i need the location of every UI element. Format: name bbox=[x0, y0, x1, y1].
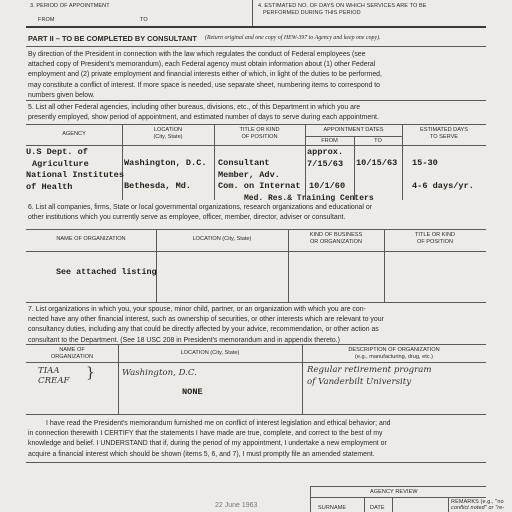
s5-to-1: 10/15/63 bbox=[356, 158, 398, 168]
brace-mark: } bbox=[86, 365, 95, 381]
s5-header-dates: APPOINTMENT DATES bbox=[323, 127, 384, 133]
s5-from-values: approx. 7/15/63 bbox=[307, 147, 344, 169]
s5-header-location: LOCATION (City, State) bbox=[153, 127, 183, 140]
part2-intro: By direction of the President in connection with the law which regulates the conduct of Federal employees (see attached copy of President's memorandum), each Federal agency must obtain information about (1) other Federal employment and (2) private employment and financial interests either of which, in light of the duties to be performed, may constitute a conflict of interest. If more space is needed, use separate sheet, numbering items to correspond to numbers given below. bbox=[28, 51, 382, 99]
s7-header-location: LOCATION (City, State) bbox=[180, 350, 240, 356]
part2-title: PART II – TO BE COMPLETED BY CONSULTANT bbox=[28, 34, 197, 43]
section5-text: 5. List all other Federal agencies, including other bureaus, divisions, etc., of this Department in which you are presently employed, show period of appointment, and estimated number of days to serve during each appointment. bbox=[28, 104, 379, 122]
s5-est-2: 4-6 days/yr. bbox=[412, 181, 474, 191]
to-label: TO bbox=[140, 17, 148, 23]
s5-header-to: TO bbox=[374, 138, 382, 144]
s5-from-2: 10/1/60 bbox=[309, 181, 346, 191]
s7-none: NONE bbox=[182, 387, 203, 397]
s6-header-location: LOCATION (City, State) bbox=[192, 236, 252, 242]
part2-note: (Return original and one copy of HEW-397 to Agency and keep one copy). bbox=[205, 35, 381, 41]
review-date-header: DATE bbox=[370, 505, 385, 511]
s5-location-1: Washington, D.C. bbox=[124, 158, 207, 168]
s5-location-2: Bethesda, Md. bbox=[124, 181, 192, 191]
s7-header-name: NAME OF ORGANIZATION bbox=[50, 347, 94, 360]
s7-handwritten-description: Regular retirement program of Vanderbilt University bbox=[307, 365, 432, 387]
s5-title-values: Consultant Member, Adv. Com. on Internat bbox=[218, 158, 301, 191]
date-stamp: 22 June 1963 bbox=[215, 502, 258, 509]
section6-text: 6. List all companies, firms, State or local governmental organizations, research organizations and educational or other institutions which you currently serve as employee, officer, member, director, adviser or consultant. bbox=[28, 204, 372, 222]
s7-handwritten-name: TIAA CREAF bbox=[38, 366, 70, 386]
s7-header-description: DESCRIPTION OF ORGANIZATION (e.g., manufacturing, drug, etc.) bbox=[348, 347, 440, 360]
s5-agency-values: U.S Dept. of Agriculture National Institutes of Health bbox=[26, 147, 124, 192]
s5-header-estimated: ESTIMATED DAYS TO SERVE bbox=[420, 127, 468, 140]
review-surname-header: SURNAME bbox=[318, 505, 347, 511]
s5-header-title: TITLE OR KIND OF POSITION bbox=[239, 127, 280, 140]
period-of-appointment-label: 3. PERIOD OF APPOINTMENT bbox=[30, 3, 110, 9]
review-remarks-header: REMARKS (e.g., "no conflict noted" or "re- bbox=[451, 499, 505, 511]
s5-header-from: FROM bbox=[321, 138, 338, 144]
from-label: FROM bbox=[38, 17, 55, 23]
certification-text: I have read the President's memorandum furnished me on conflict of interest legislation and ethical behavior; and in connection therewith I CERTIFY that the statements I have made are true, complete, and correct to the best of my knowledge and belief. I UNDERSTAND that if, during the period of my appointment, I undertake a new employment or acquire a financial interest which should be shown (items 5, 6, and 7), I must promptly file an amended statement. bbox=[28, 420, 391, 458]
section7-text: 7. List organizations in which you, your spouse, minor child, partner, or an organization with which you are con- nected have any other financial interest, such as ownership of securities, or other interests which are relevant to your consultancy duties, including any that could be directly affected by your advice, recommendation, or other action as consultant to the Department. (See 18 USC 208 in President's memorandum and in appendix thereto.) bbox=[28, 306, 384, 344]
s6-header-kind: KIND OF BUSINESS OR ORGANIZATION bbox=[309, 232, 363, 245]
s6-entry: See attached listing bbox=[56, 267, 157, 277]
estimated-days-label-1: 4. ESTIMATED NO. OF DAYS ON WHICH SERVICES ARE TO BE bbox=[258, 3, 427, 9]
s5-est-1: 15-30 bbox=[412, 158, 438, 168]
estimated-days-label-2: PERFORMED DURING THIS PERIOD bbox=[263, 10, 361, 16]
s7-handwritten-location: Washington, D.C. bbox=[122, 368, 197, 378]
s6-header-title: TITLE OR KIND OF POSITION bbox=[414, 232, 456, 245]
s5-title-line4: Med. Res.& Training Centers bbox=[244, 194, 374, 203]
s5-header-agency: AGENCY bbox=[62, 131, 86, 137]
agency-review-title: AGENCY REVIEW bbox=[370, 489, 418, 495]
s6-header-name: NAME OF ORGANIZATION bbox=[56, 236, 126, 242]
